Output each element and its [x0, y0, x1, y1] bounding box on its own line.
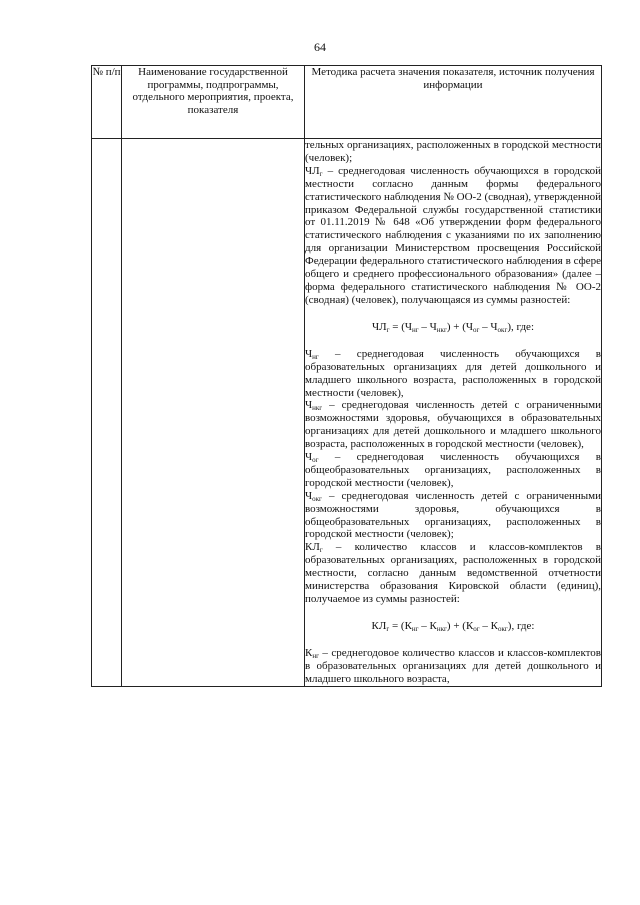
- name-cell: [122, 139, 305, 687]
- header-method: Методика расчета значения показателя, источник получения информации: [305, 66, 602, 139]
- formula-chl: $ЧЛ_г = (Ч_{нг} - Ч_{нкг}) + (Ч_{ог} - Ч_{окг})$, где:: [372, 320, 534, 334]
- paragraph-continuation: тельных организациях, расположенных в городской местности (человек);: [305, 139, 601, 164]
- paragraph-chl-definition: $ЧЛ_г$ – среднегодовая численность обучающихся в городской местности согласно данным формы федерального статистического наблюдения № ОО-2 (сводная), утвержденной приказом Федеральной службы государственной статистики от 01.11.2019 № 648 «Об утверждении форм федерального статистического наблюдения с указаниями по их заполнению для организации Министерством просвещения Российской Федерации федерального статистического наблюдения в сфере общего и среднего профессионального образования» (далее – форма федерального статистического наблюдения № ОО-2 (сводная) (человек), получающаяся из суммы разностей:: [305, 164, 601, 306]
- definition-item: $Ч_{нкг}$ – среднегодовая численность детей с ограниченными возможностями здоровья, обучающихся в образовательных организациях для детей дошкольного и младшего школьного возраста, расположенных в городской местности (человек),: [305, 399, 601, 451]
- definition-item: $К_{нг}$ – среднегодовое количество классов и классов-комплектов в образовательных организациях для детей дошкольного и младшего школьного возраста,: [305, 646, 601, 685]
- definition-item: $Ч_{ог}$ – среднегодовая численность обучающихся в общеобразовательных организациях, расположенных в городской местности (человек),: [305, 451, 601, 489]
- number-cell: [92, 139, 122, 687]
- table-header-row: [92, 66, 602, 139]
- header-number: № п/п: [92, 66, 122, 139]
- formula-kl: $КЛ_г = (К_{нг} - К_{нкг}) + (К_{ог} - К_{окг})$, где:: [371, 619, 535, 633]
- page-number: 64: [314, 40, 326, 54]
- definition-item: $Ч_{окг}$ – среднегодовая численность детей с ограниченными возможностями здоровья, обучающихся в общеобразовательных организациях, расположенных в городской местности (человек);: [305, 489, 601, 541]
- definition-item: $КЛ_г$ – количество классов и классов-комплектов в образовательных организациях, расположенных в городской местности, согласно данным ведомственной отчетности министерства образования Кировской области (единиц), получаемое из суммы разностей:: [305, 541, 601, 605]
- method-cell: [305, 139, 602, 687]
- methodology-table: [91, 65, 602, 687]
- definition-item: $Ч_{нг}$ – среднегодовая численность обучающихся в образовательных организациях для детей дошкольного и младшего школьного возраста, расположенных в городской местности (человек),: [305, 347, 601, 399]
- header-name: Наименование государственной программы, подпрограммы, отдельного мероприятия, проекта, показателя: [122, 66, 305, 139]
- table-row: [92, 139, 602, 687]
